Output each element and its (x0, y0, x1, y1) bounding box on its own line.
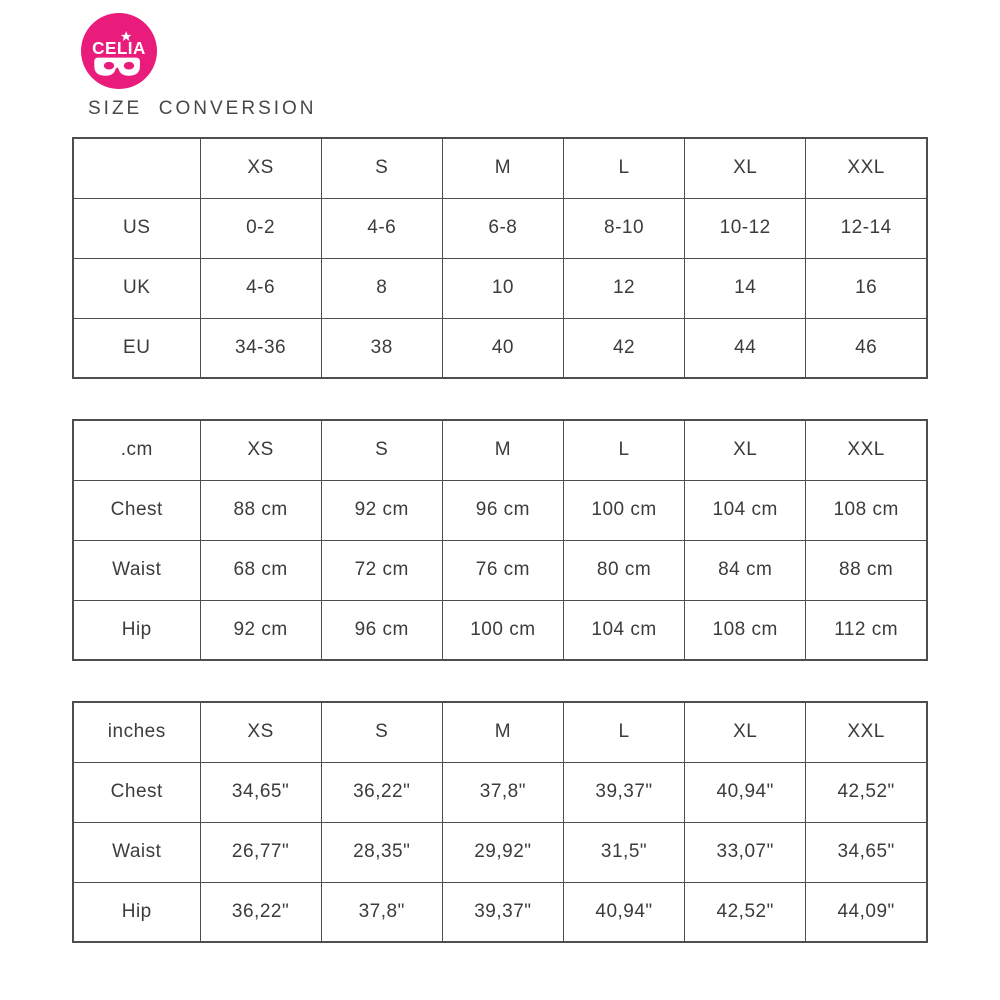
cell: 39,37" (563, 762, 684, 822)
header-cell: inches (73, 702, 200, 762)
header-cell: M (442, 420, 563, 480)
table-row (73, 600, 927, 660)
header-cell: S (321, 138, 442, 198)
cell: 96 cm (321, 600, 442, 660)
cell: 96 cm (442, 480, 563, 540)
cell: 4-6 (321, 198, 442, 258)
cell: 42 (563, 318, 684, 378)
table-row (73, 540, 927, 600)
cell: 8 (321, 258, 442, 318)
table-row (73, 882, 927, 942)
header-cell: M (442, 138, 563, 198)
header-cell: XS (200, 702, 321, 762)
header-cell: XL (685, 420, 806, 480)
cell: 36,22" (321, 762, 442, 822)
cell: 34-36 (200, 318, 321, 378)
table-header-row (73, 138, 927, 198)
cell: 34,65" (806, 822, 927, 882)
header-cell: XL (685, 138, 806, 198)
header-cell: S (321, 420, 442, 480)
row-label: Hip (73, 600, 200, 660)
cell: 44 (685, 318, 806, 378)
table-row (73, 258, 927, 318)
cell: 100 cm (563, 480, 684, 540)
row-label: Waist (73, 540, 200, 600)
cell: 6-8 (442, 198, 563, 258)
cell: 42,52" (806, 762, 927, 822)
cell: 39,37" (442, 882, 563, 942)
cell: 104 cm (563, 600, 684, 660)
table-row (73, 822, 927, 882)
cell: 68 cm (200, 540, 321, 600)
header-cell: .cm (73, 420, 200, 480)
cell: 112 cm (806, 600, 927, 660)
cell: 10 (442, 258, 563, 318)
header-cell: XXL (806, 138, 927, 198)
cell: 108 cm (685, 600, 806, 660)
cell: 26,77" (200, 822, 321, 882)
table-row (73, 318, 927, 378)
cell: 92 cm (321, 480, 442, 540)
row-label: EU (73, 318, 200, 378)
cell: 33,07" (685, 822, 806, 882)
cell: 88 cm (806, 540, 927, 600)
header-cell (73, 138, 200, 198)
header-cell: S (321, 702, 442, 762)
cell: 36,22" (200, 882, 321, 942)
cell: 37,8" (321, 882, 442, 942)
cell: 29,92" (442, 822, 563, 882)
logo-brand-text: CELIA (92, 38, 146, 58)
cell: 10-12 (685, 198, 806, 258)
cell: 31,5" (563, 822, 684, 882)
cell: 37,8" (442, 762, 563, 822)
cell: 4-6 (200, 258, 321, 318)
cell: 84 cm (685, 540, 806, 600)
row-label: US (73, 198, 200, 258)
header-cell: L (563, 138, 684, 198)
cell: 40 (442, 318, 563, 378)
page-title: SIZE CONVERSION (88, 98, 317, 119)
header-cell: XL (685, 702, 806, 762)
header-cell: L (563, 702, 684, 762)
cell: 104 cm (685, 480, 806, 540)
row-label: Waist (73, 822, 200, 882)
cell: 80 cm (563, 540, 684, 600)
cell: 88 cm (200, 480, 321, 540)
cell: 100 cm (442, 600, 563, 660)
cell: 28,35" (321, 822, 442, 882)
cell: 72 cm (321, 540, 442, 600)
brand-logo-graphic (81, 13, 157, 89)
header-cell: XS (200, 420, 321, 480)
cell: 34,65" (200, 762, 321, 822)
cell: 44,09" (806, 882, 927, 942)
table-row (73, 198, 927, 258)
measurements-cm-table (72, 419, 928, 661)
header-cell: L (563, 420, 684, 480)
table-row (73, 762, 927, 822)
cell: 12 (563, 258, 684, 318)
header-cell: M (442, 702, 563, 762)
cell: 46 (806, 318, 927, 378)
row-label: UK (73, 258, 200, 318)
brand-logo (81, 13, 157, 89)
cell: 38 (321, 318, 442, 378)
cell: 76 cm (442, 540, 563, 600)
row-label: Chest (73, 480, 200, 540)
header-cell: XXL (806, 702, 927, 762)
cell: 12-14 (806, 198, 927, 258)
cell: 92 cm (200, 600, 321, 660)
cell: 40,94" (685, 762, 806, 822)
cell: 0-2 (200, 198, 321, 258)
cell: 108 cm (806, 480, 927, 540)
table-row (73, 480, 927, 540)
cell: 16 (806, 258, 927, 318)
header-cell: XXL (806, 420, 927, 480)
cell: 14 (685, 258, 806, 318)
row-label: Hip (73, 882, 200, 942)
cell: 40,94" (563, 882, 684, 942)
measurements-inches-table (72, 701, 928, 943)
cell: 42,52" (685, 882, 806, 942)
table-header-row (73, 702, 927, 762)
size-conversion-table (72, 137, 928, 379)
table-header-row (73, 420, 927, 480)
cell: 8-10 (563, 198, 684, 258)
header-cell: XS (200, 138, 321, 198)
row-label: Chest (73, 762, 200, 822)
